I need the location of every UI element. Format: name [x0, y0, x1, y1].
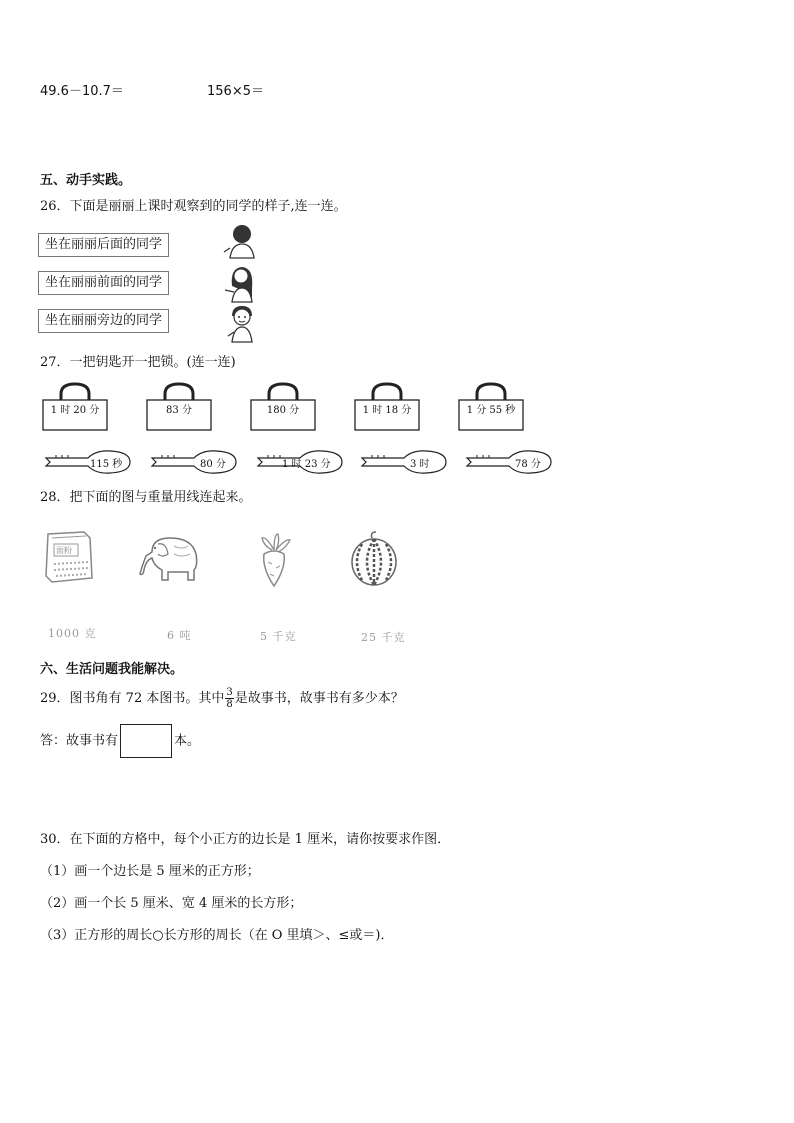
q26-option-behind: 坐在丽丽后面的同学: [38, 233, 169, 257]
q26-text: 26．下面是丽丽上课时观察到的同学的样子,连一连。: [40, 199, 347, 214]
q30-item-2: （2）画一个长 5 厘米、宽 4 厘米的长方形；: [40, 896, 303, 911]
q29-text-after: 是故事书，故事书有多少本？: [234, 691, 404, 706]
lock-4: [354, 382, 420, 432]
key-4: [360, 449, 448, 475]
lock-3: [250, 382, 316, 432]
key-2: [150, 449, 238, 475]
q29-fraction: [225, 687, 233, 710]
q30-item-3: （3）正方形的周长○长方形的周长（在 O 里填＞、≤或＝)．: [40, 928, 394, 943]
weight-3: 5 千克: [260, 630, 297, 643]
key-5: [465, 449, 553, 475]
q26-option-front: 坐在丽丽前面的同学: [38, 271, 169, 295]
weight-1: 1000 克: [48, 627, 97, 640]
flour-bag-icon: [40, 528, 96, 584]
key-3: [256, 449, 344, 475]
q30-item-1: （1）画一个边长是 5 厘米的正方形；: [40, 864, 260, 879]
weight-4: 25 千克: [361, 631, 406, 644]
radish-icon: [254, 532, 294, 588]
q29-answer-before: 答：故事书有: [40, 733, 119, 749]
section-5-title: 五、动手实践。: [40, 173, 132, 188]
q29-fraction-numerator: 3: [226, 687, 233, 698]
q29-text-before: 29．图书角有 72 本图书。其中: [40, 691, 225, 706]
lock-2-label: 83 分: [166, 405, 192, 416]
kid-back-view-icon: [222, 222, 262, 260]
lock-5: [458, 382, 524, 432]
q29-answer-box[interactable]: [120, 724, 172, 758]
key-5-label: 78 分: [515, 459, 541, 470]
equation-2: 156×5＝: [207, 84, 264, 99]
key-1: [44, 449, 132, 475]
q28-text: 28．把下面的图与重量用线连起来。: [40, 490, 252, 505]
weight-2: 6 吨: [167, 629, 192, 642]
q29-fraction-denominator: 8: [226, 699, 233, 710]
key-1-label: 115 秒: [90, 459, 123, 470]
flour-bag-picture: [40, 528, 96, 584]
girl-front-view-icon: [222, 262, 262, 304]
key-4-label: 3 时: [410, 459, 430, 470]
key-icon: [360, 449, 448, 475]
elephant-icon: [138, 530, 204, 584]
equation-1: 49.6－10.7＝: [40, 84, 124, 99]
section-6-title: 六、生活问题我能解决。: [40, 662, 184, 677]
lock-3-label: 180 分: [266, 405, 300, 416]
flour-bag-text: 面粉: [56, 546, 72, 555]
q26-option-beside: 坐在丽丽旁边的同学: [38, 309, 169, 333]
lock-1-label: 1 时 20 分: [50, 405, 100, 416]
boy-side-view-icon: [224, 304, 260, 344]
lock-5-label: 1 分 55 秒: [466, 405, 516, 416]
lock-4-label: 1 时 18 分: [362, 405, 412, 416]
q30-text: 30．在下面的方格中，每个小正方的边长是 1 厘米，请你按要求作图．: [40, 832, 451, 847]
lock-1: [42, 382, 108, 432]
watermelon-icon: [350, 530, 398, 588]
key-3-label: 1 时 23 分: [282, 459, 331, 470]
lock-2: [146, 382, 212, 432]
key-2-label: 80 分: [200, 459, 226, 470]
q29-answer-after: 本。: [174, 733, 201, 749]
q29-question: [40, 685, 404, 713]
q29-answer-line: [40, 724, 200, 759]
q27-text: 27．一把钥匙开一把锁。(连一连): [40, 355, 236, 370]
